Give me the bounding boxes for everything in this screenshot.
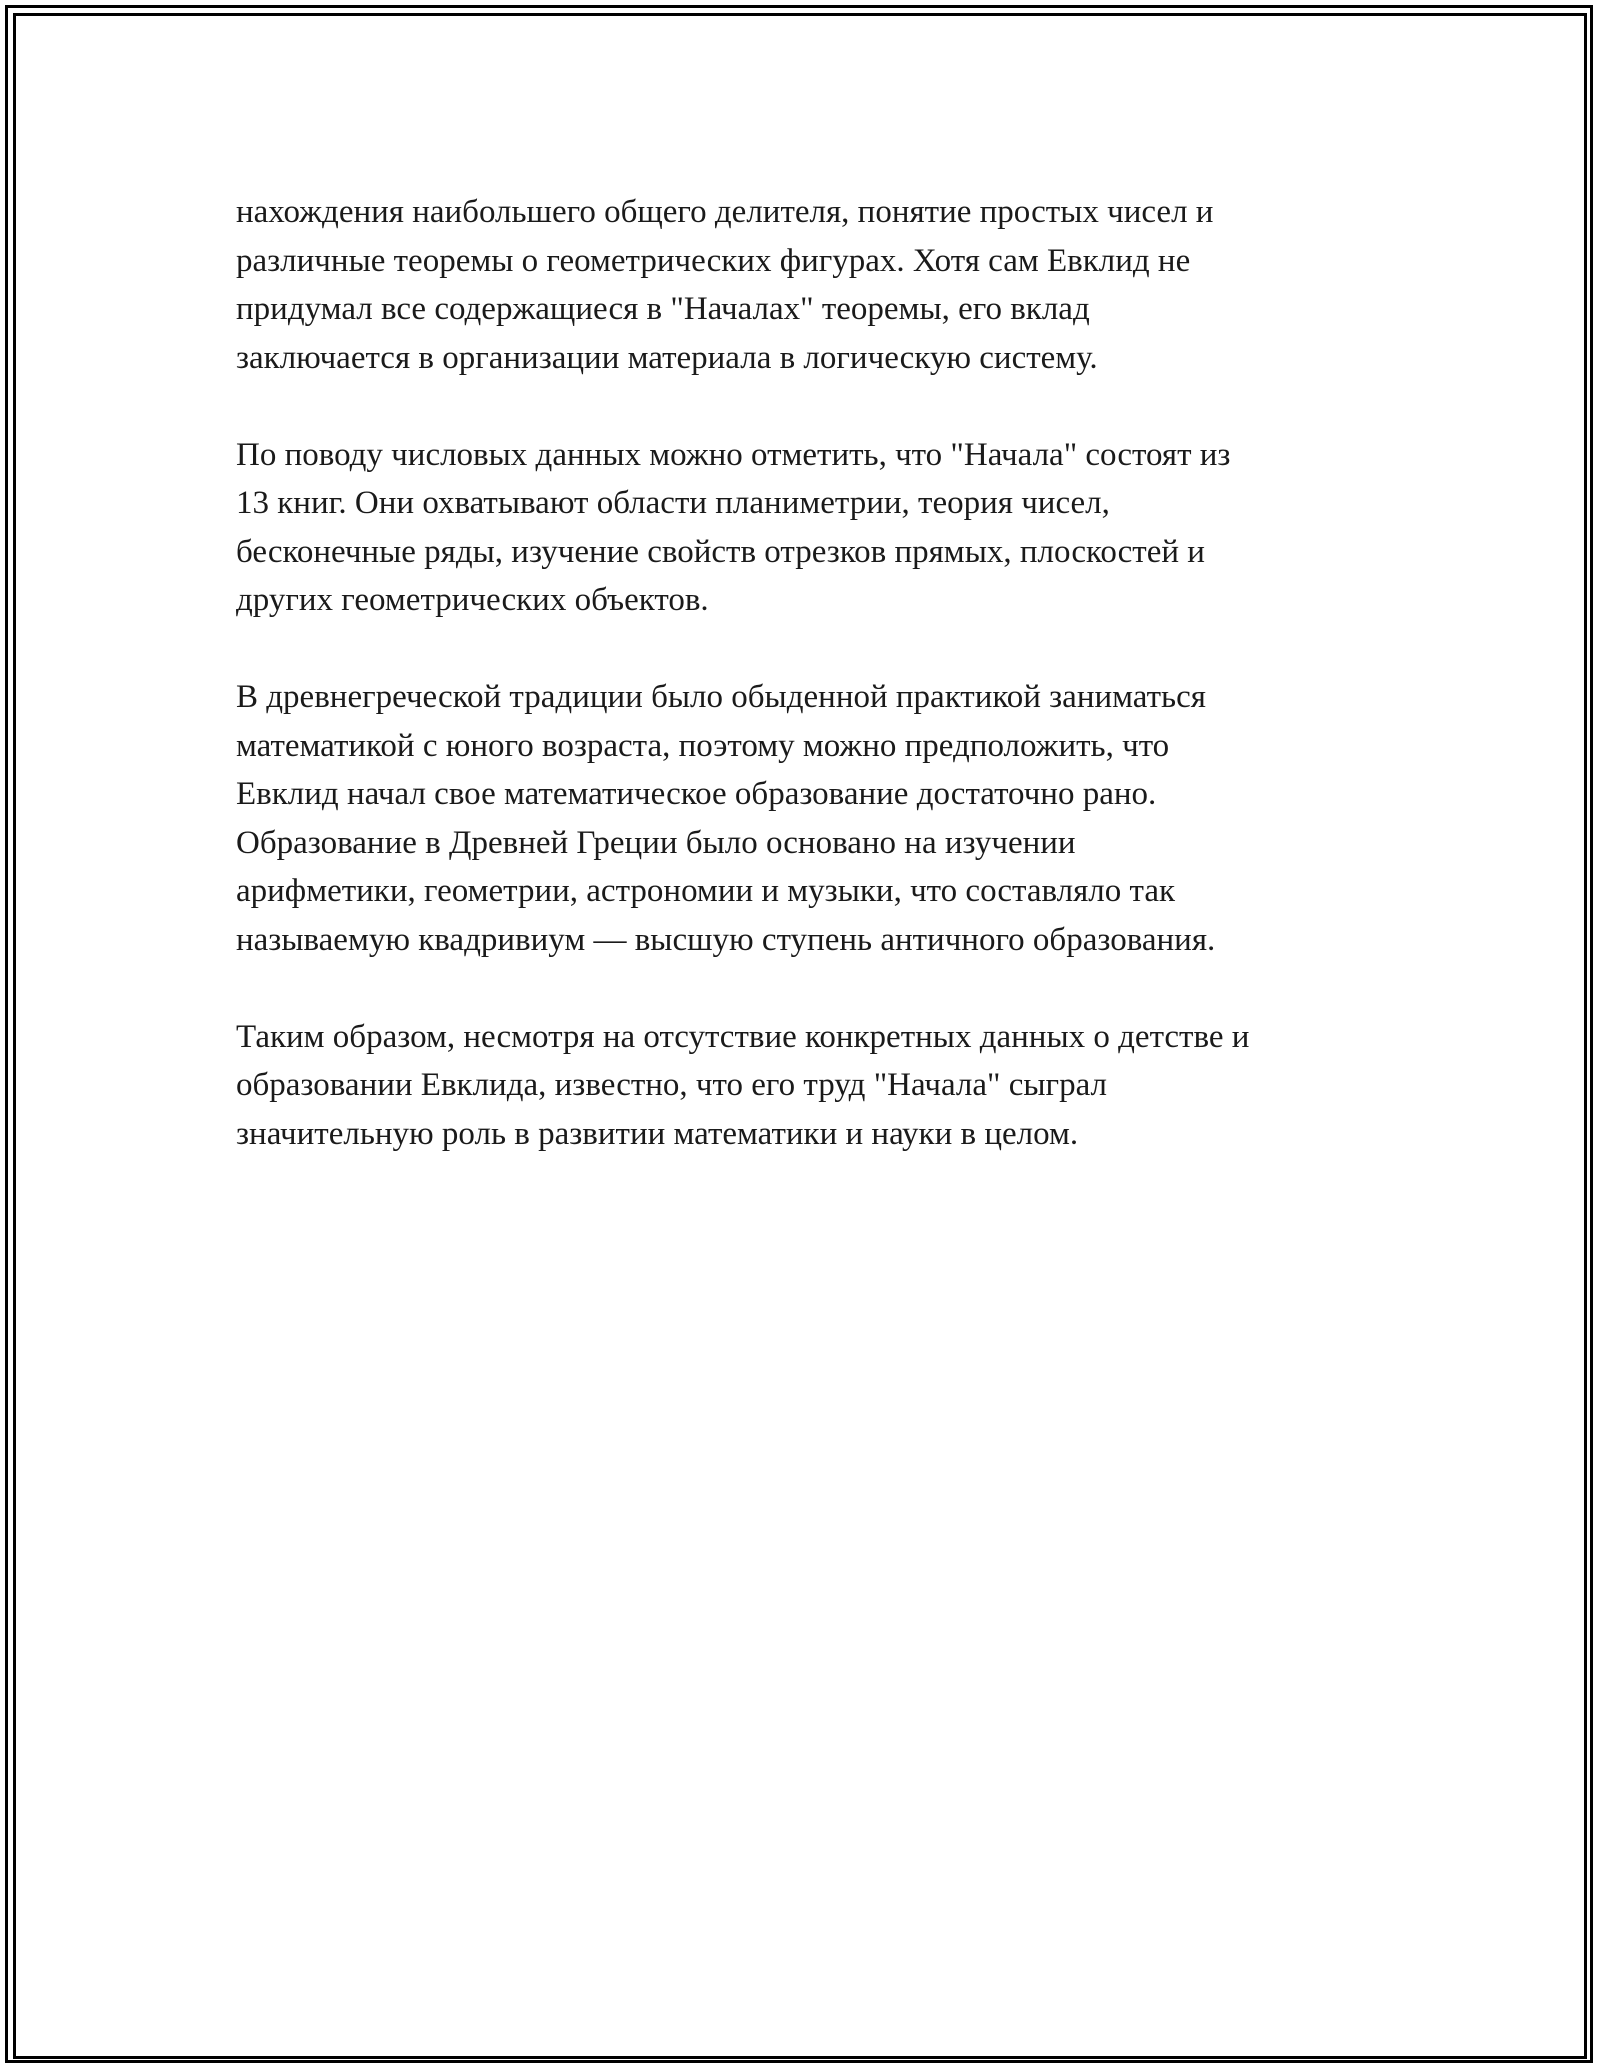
- text-line: называемую квадривиум — высшую ступень античного образования.: [236, 921, 1216, 958]
- text-line: 13 книг. Они охватывают области планиметрии, теория чисел,: [236, 485, 1110, 521]
- text-line: Евклид начал свое математическое образование достаточно рано.: [236, 776, 1157, 812]
- text-line: других геометрических объектов.: [236, 582, 709, 618]
- paragraph-2: [236, 431, 1386, 625]
- paragraph-4: [236, 1013, 1386, 1159]
- text-line: Образование в Древней Греции было основано на изучении: [236, 824, 1076, 861]
- text-line: значительную роль в развитии математики и науки в целом.: [236, 1115, 1079, 1152]
- text-line: бесконечные ряды, изучение свойств отрезков прямых, плоскостей и: [236, 533, 1205, 570]
- text-line: нахождения наибольшего общего делителя, понятие простых чисел и: [236, 194, 1214, 230]
- paragraph-3: [236, 673, 1386, 964]
- text-line: математикой с юного возраста, поэтому можно предположить, что: [236, 727, 1170, 764]
- text-line: образовании Евклида, известно, что его труд "Начала" сыграл: [236, 1067, 1107, 1103]
- text-line: Таким образом, несмотря на отсутствие конкретных данных о детстве и: [236, 1018, 1250, 1055]
- text-line: арифметики, геометрии, астрономии и музыки, что составляло так: [236, 873, 1176, 909]
- paragraph-1: [236, 188, 1386, 382]
- text-line: В древнегреческой традиции было обыденной практикой заниматься: [236, 679, 1206, 715]
- text-line: По поводу числовых данных можно отметить, что "Начала" состоят из: [236, 436, 1231, 473]
- text-line: различные теоремы о геометрических фигурах. Хотя сам Евклид не: [236, 242, 1191, 279]
- text-line: придумал все содержащиеся в "Началах" теоремы, его вклад: [236, 291, 1090, 327]
- document-body: [236, 188, 1386, 1207]
- text-line: заключается в организации материала в логическую систему.: [236, 339, 1098, 376]
